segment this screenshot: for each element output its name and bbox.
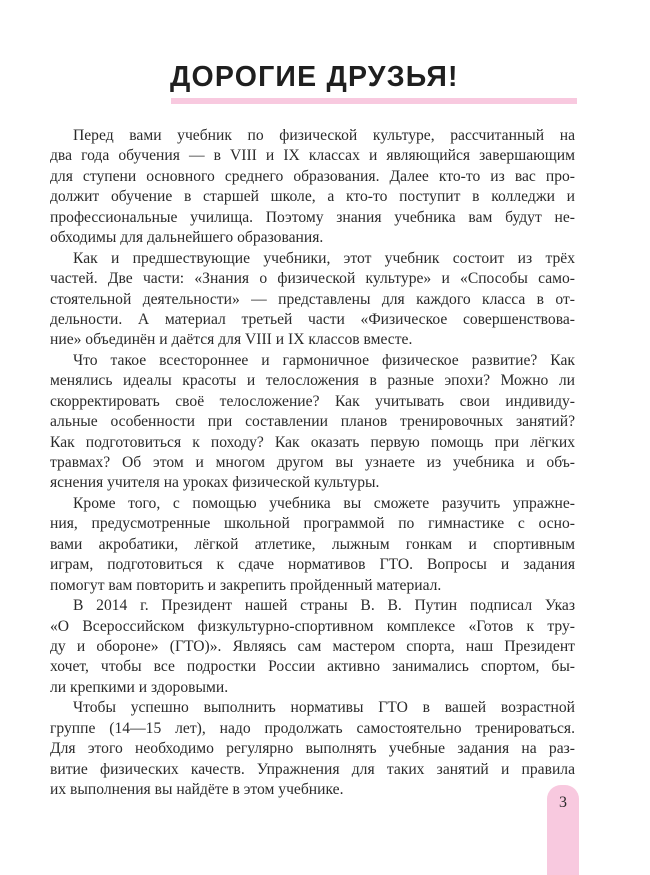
text-line: помогут вам повторить и закрепить пройденный материал. [50, 576, 442, 594]
text-line: Как подготовиться к походу? Как оказать первую помощь при лёгких [50, 433, 575, 451]
text-line: Чтобы успешно выполнить нормативы ГТО в вашей возрастной [73, 699, 575, 717]
text-line: менялись идеалы красоты и телосложения в разные эпохи? Можно ли [50, 372, 575, 390]
page-number-tab [547, 785, 579, 875]
text-line: скорректировать своё телосложение? Как учитывать свои индивиду- [50, 392, 575, 410]
paragraph-1 [50, 126, 575, 249]
text-line: обходимы для дальнейшего образования. [50, 229, 324, 247]
text-line: для ступени основного среднего образования. Далее кто-то из вас про- [50, 167, 575, 185]
body-text [50, 126, 575, 800]
text-line: играм, подготовиться к сдаче нормативов ГТО. Вопросы и задания [50, 556, 575, 574]
title-underline-bar [171, 98, 577, 104]
text-line: стоятельной деятельности» — представлены для каждого класса в от- [50, 290, 575, 308]
text-line: профессиональные училища. Поэтому знания учебника вам будут не- [50, 208, 575, 226]
paragraph-5 [50, 596, 575, 698]
text-line: вами акробатики, лёгкой атлетике, лыжным гонкам и спортивным [50, 535, 575, 553]
text-line: альные особенности при составлении планов тренировочных занятий? [50, 413, 575, 431]
text-line: ния, предусмотренные школьной программой по гимнастике с осно- [50, 515, 575, 533]
text-line: Перед вами учебник по физической культуре, рассчитанный на [73, 127, 575, 144]
page-title: ДОРОГИЕ ДРУЗЬЯ! [170, 61, 459, 93]
text-line: ли крепкими и здоровыми. [50, 678, 229, 696]
text-line: частей. Две части: «Знания о физической культуре» и «Способы само- [50, 270, 575, 288]
paragraph-6 [50, 698, 575, 800]
text-line: яснения учителя на уроках физической культуры. [50, 474, 380, 492]
text-line: витие физических качеств. Упражнения для таких занятий и правила [50, 760, 575, 778]
text-line: должит обучение в старшей школе, а кто-то поступит в колледжи и [50, 188, 575, 206]
text-line: хочет, чтобы все подростки России активно занимались спортом, бы- [50, 658, 575, 676]
text-line: Что такое всестороннее и гармоничное физическое развитие? Как [73, 351, 575, 369]
text-line: ду и обороне» (ГТО)». Являясь сам мастером спорта, наш Президент [50, 637, 575, 655]
text-line: «О Всероссийском физкультурно-спортивном комплексе «Готов к тру- [50, 617, 575, 635]
text-line: два года обучения — в VIII и IX классах и являющийся завершающим [50, 147, 575, 165]
text-line: Для этого необходимо регулярно выполнять учебные задания на раз- [50, 740, 575, 758]
text-line: ние» объединён и даётся для VIII и IX классов вместе. [50, 331, 413, 349]
text-line: Кроме того, с помощью учебника вы сможете разучить упражне- [73, 494, 575, 512]
paragraph-2 [50, 249, 575, 351]
text-line: их выполнения вы найдёте в этом учебнике. [50, 781, 344, 798]
paragraph-3 [50, 351, 575, 494]
page-number: 3 [559, 794, 567, 811]
text-line: В 2014 г. Президент нашей страны В. В. Путин подписал Указ [73, 597, 575, 615]
text-line: группе (14—15 лет), надо продолжать самостоятельно тренироваться. [50, 719, 575, 737]
text-line: Как и предшествующие учебники, этот учебник состоит из трёх [73, 249, 575, 267]
paragraph-4 [50, 494, 575, 596]
text-line: дельности. А материал третьей части «Физическое совершенствова- [50, 310, 575, 328]
text-line: травмах? Об этом и многом другом вы узнаете из учебника и объ- [50, 454, 575, 471]
